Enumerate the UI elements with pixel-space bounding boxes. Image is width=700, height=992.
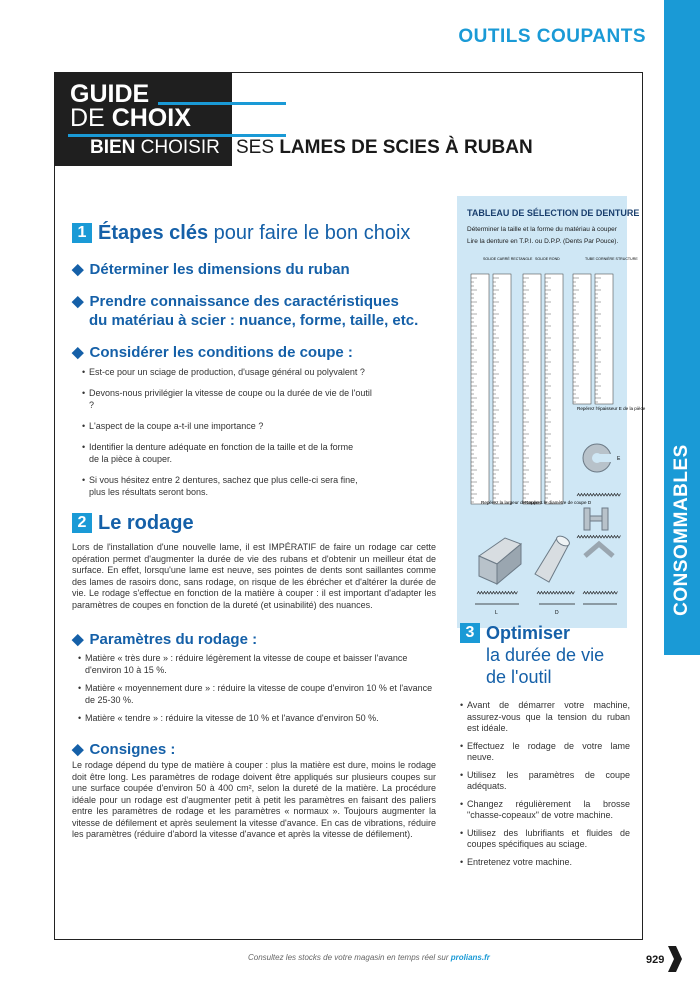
side-tab-label: CONSOMMABLES: [671, 444, 692, 616]
list-item: • Matière « moyennement dure » : réduire la vitesse de coupe d'environ 10 % et l'avance de 25-30 %.: [78, 682, 438, 706]
guide-line3: BIEN CHOISIR: [90, 137, 220, 158]
rodage-intro: Lors de l'installation d'une nouvelle lame, il est IMPÉRATIF de faire un rodage car cette opération permet d'augmenter la durée de vie des rubans et d'obtenir un meilleur état de surface. En effet, lorsqu'une lame est neuve, ses pointes de dents sont saillantes comme des lames de rasoirs donc, sans rodage, on risque de les ébrécher et d'altérer la durée de vie. Le rodage s'effectue en fonction de la matière à couper : il est important d'adapter les paramètres de coupes en fonction de la dureté (et usinabilité) des nuances.: [72, 542, 436, 610]
angle-icon: [585, 544, 613, 556]
footer-note: Consultez les stocks de votre magasin en temps réel sur prolians.fr: [248, 953, 490, 962]
params-title: ◆ Paramètres du rodage :: [72, 631, 258, 648]
chart-note-3: Repérez l'épaisseur E de la pièce: [577, 406, 646, 411]
section2-number: 2: [72, 513, 92, 533]
consignes-title: ◆ Consignes :: [72, 741, 176, 758]
chart-graphic: [457, 196, 646, 628]
list-item: • Si vous hésitez entre 2 dentures, sachez que plus celle-ci sera fine, plus les résultats seront bons.: [82, 474, 364, 498]
section1-number: 1: [72, 223, 92, 243]
saw-teeth: [477, 592, 518, 595]
ruler-strip: [573, 274, 591, 404]
list-item: • Effectuez le rodage de votre lame neuve.: [460, 741, 630, 764]
list-item: • Est-ce pour un sciage de production, d'usage général ou polyvalent ?: [82, 366, 372, 378]
chart-sub-2: Lire la denture en T.P.I. ou D.P.P. (Dents Par Pouce).: [467, 238, 619, 245]
diamond-icon: ◆: [72, 344, 84, 361]
chart-title: TABLEAU DE SÉLECTION DE DENTURE: [467, 208, 640, 218]
diamond-icon: ◆: [72, 261, 84, 278]
consignes-text: Le rodage dépend du type de matière à couper : plus la matière est dure, moins le rodage doit être long. Les paramètres de rodage doivent être appliqués sur plusieurs coupes sur une surface coupée d'environ 50 à 400 cm², selon la dureté de la matière. La procédure idéale pour un rodage est d'augmenter petit à petit les paramètres en faisant des paliers entre les paramètres de rodage et les paramètres « normaux ». Toujours augmenter la vitesse de défilement et après seulement la vitesse d'avance. En cas de vibrations, réduire les paramètres (réduire d'abord la vitesse d'avance et après la vitesse de défilement).: [72, 760, 436, 839]
next-page-chevron-icon: [666, 946, 682, 972]
section3-number: 3: [460, 623, 480, 643]
coupe-conditions-list: [82, 366, 372, 507]
step-bullet-1: ◆ Déterminer les dimensions du ruban: [72, 261, 350, 278]
section2-title: 2 Le rodage: [72, 512, 194, 535]
ruler-strip: [523, 274, 541, 504]
chart-column-header: TUBE CORNIÈRE STRUCTURE: [585, 257, 638, 261]
ruler-strip: [471, 274, 489, 504]
ruler-strip: [595, 274, 613, 404]
tube-icon: [583, 444, 613, 472]
beam-icon: [584, 508, 608, 530]
saw-teeth: [537, 592, 575, 595]
category-title: OUTILS COUPANTS: [458, 26, 646, 47]
ruler-strip: [545, 274, 563, 504]
list-item: • Utilisez des lubrifiants et fluides de coupes spécifiques au sciage.: [460, 828, 630, 851]
rod-icon: [535, 534, 571, 582]
svg-text:E: E: [617, 456, 621, 462]
list-item: • Avant de démarrer votre machine, assurez-vous que la tension du ruban est idéale.: [460, 700, 630, 735]
diamond-icon: ◆: [72, 741, 84, 758]
list-item: • Matière « très dure » : réduire légèrement la vitesse de coupe et baisser l'avance d'environ 10 à 15 %.: [78, 652, 438, 676]
svg-text:L: L: [495, 610, 498, 616]
list-item: • L'aspect de la coupe a-t-il une importance ?: [82, 420, 372, 432]
denture-chart-panel: [457, 196, 646, 628]
chart-column-header: SOLIDE ROND: [535, 257, 560, 261]
guide-banner: [54, 72, 232, 166]
section1-title: 1 Étapes clés pour faire le bon choix: [72, 222, 410, 245]
svg-text:D: D: [555, 610, 559, 616]
chart-column-header: SOLIDE CARRÉ RECTANGLE: [483, 257, 533, 261]
footer-link[interactable]: prolians.fr: [450, 953, 490, 962]
saw-teeth: [577, 494, 621, 497]
chart-sub-1: Déterminer la taille et la forme du matériau à couper: [467, 226, 617, 233]
block-icon: [479, 538, 521, 584]
diamond-icon: ◆: [72, 293, 84, 310]
saw-teeth: [583, 592, 618, 595]
params-list: [78, 652, 438, 733]
chart-note-2: Repérez le diamètre de coupe D: [525, 500, 592, 505]
optimize-list: [460, 700, 630, 874]
chart-note-1: Repérez la largeur de coupe L: [481, 500, 543, 505]
page-number: 929: [646, 954, 665, 966]
ruler-strip: [493, 274, 511, 504]
step-bullet-2: ◆ Prendre connaissance des caractéristiques du matériau à scier : nuance, forme, taille, etc.: [72, 293, 419, 329]
guide-line1: GUIDE: [70, 80, 150, 108]
list-item: • Entretenez votre machine.: [460, 857, 630, 869]
guide-line2: DE CHOIX: [70, 104, 191, 132]
list-item: • Matière « tendre » : réduire la vitesse de 10 % et l'avance d'environ 50 %.: [78, 712, 438, 724]
side-tab: [664, 0, 700, 655]
section3-title: 3 Optimiser la durée de vie de l'outil: [460, 622, 604, 688]
diamond-icon: ◆: [72, 631, 84, 648]
list-item: • Devons-nous privilégier la vitesse de coupe ou la durée de vie de l'outil ?: [82, 387, 372, 411]
list-item: • Changez régulièrement la brosse "chasse-copeaux" de votre machine.: [460, 799, 630, 822]
page-subtitle: SES LAMES DE SCIES À RUBAN: [236, 137, 533, 158]
step-bullet-3: ◆ Considérer les conditions de coupe :: [72, 344, 353, 361]
list-item: • Identifier la denture adéquate en fonction de la taille et de la forme de la pièce à couper.: [82, 441, 362, 465]
list-item: • Utilisez les paramètres de coupe adéquats.: [460, 770, 630, 793]
saw-teeth: [577, 536, 621, 539]
